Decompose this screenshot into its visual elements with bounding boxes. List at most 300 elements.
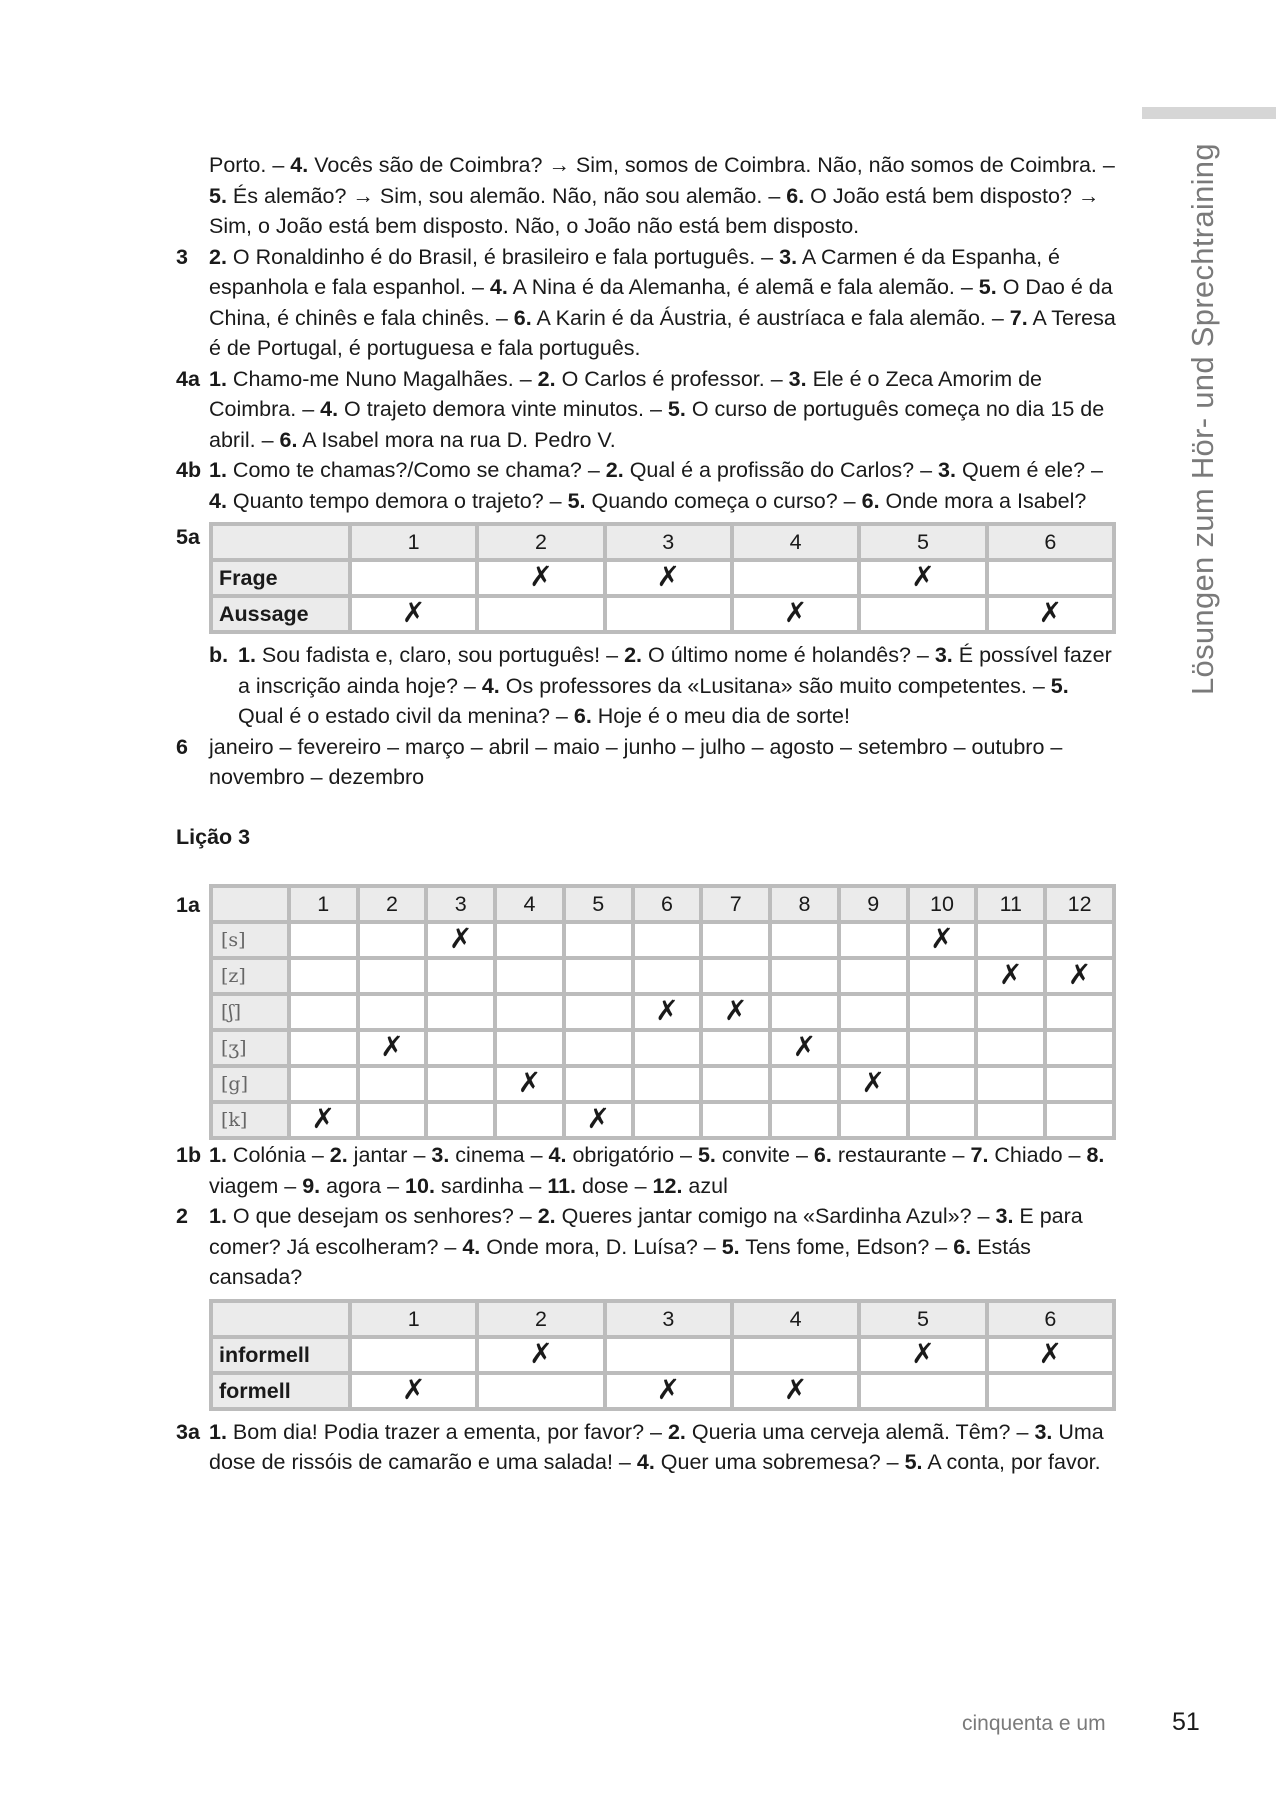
table-cell <box>908 922 977 958</box>
answer-number: 4. <box>209 488 227 513</box>
answer-number: 6. <box>573 704 592 728</box>
answer-item <box>458 674 1027 698</box>
answer-text: A Carmen é da Espanha, é espanhola e fala espanhol. <box>209 244 1061 299</box>
table-cell <box>426 994 495 1030</box>
cross-mark: ✗ <box>1038 1337 1063 1369</box>
answer-text: Queria uma cerveja alemã. Têm? <box>691 1419 1011 1444</box>
answer-text: Queres jantar comigo na «Sardinha Azul»? <box>561 1204 972 1228</box>
cross-mark: ✗ <box>1067 959 1092 990</box>
table-cell <box>426 922 495 958</box>
answer-number: 1. <box>209 1419 227 1444</box>
table-cell <box>564 994 633 1030</box>
answer-text: Bom dia! Podia trazer a ementa, por favor? <box>232 1419 645 1444</box>
table-cell <box>358 1102 427 1138</box>
column-header: 4 <box>732 524 859 560</box>
answer-item <box>466 275 955 299</box>
answer-number: 1. <box>209 458 227 482</box>
answer-text: Chiado <box>994 1143 1063 1167</box>
table-cell <box>976 1102 1045 1138</box>
table-cell <box>605 596 732 632</box>
answer-item <box>381 1174 523 1198</box>
table-cell <box>732 1373 859 1409</box>
answer-text: A Nina é da Alemanha, é alemã e fala alemão. <box>512 275 955 299</box>
table-row <box>211 1030 1114 1066</box>
exercise-number: 6 <box>176 734 188 759</box>
answer-item <box>514 367 765 391</box>
table-cell <box>289 922 358 958</box>
answer-number: 5. <box>904 1450 923 1474</box>
answer-number: 3. <box>1034 1419 1053 1444</box>
answer-text: jantar <box>353 1143 408 1167</box>
table-cell <box>426 1066 495 1102</box>
exercise-2-continuation <box>176 150 1116 242</box>
cross-mark: ✗ <box>724 995 748 1026</box>
exercise-1b <box>176 1140 1116 1201</box>
answer-number: 5. <box>697 1143 716 1167</box>
column-header: 6 <box>987 1301 1114 1337</box>
table-cell <box>987 560 1114 596</box>
exercise-5a-table <box>209 522 1116 634</box>
answer-text: A Isabel mora na rua D. Pedro V. <box>302 427 616 452</box>
table-cell <box>701 1030 770 1066</box>
answer-number: 5. <box>567 488 586 513</box>
table-cell <box>701 958 770 994</box>
column-header: 3 <box>605 1301 732 1337</box>
answer-text: Colónia <box>232 1143 306 1167</box>
answer-number: 1. <box>209 1204 227 1228</box>
table-cell <box>495 1066 564 1102</box>
exercise-4a <box>176 364 1116 456</box>
table-corner-cell <box>211 1301 350 1337</box>
table-cell <box>976 958 1045 994</box>
answer-number: 1. <box>238 643 256 667</box>
exercise-number: 5a <box>176 525 200 549</box>
table-cell <box>976 1066 1045 1102</box>
table-cell <box>701 994 770 1030</box>
column-header: 2 <box>477 1301 604 1337</box>
cross-mark: ✗ <box>380 1031 404 1062</box>
table-cell <box>987 1337 1114 1373</box>
answer-number: 6. <box>279 427 298 452</box>
cross-mark: ✗ <box>401 597 426 628</box>
table-row <box>211 560 1114 596</box>
row-label: [z] <box>211 958 289 994</box>
answer-number: 6. <box>513 305 532 330</box>
answer-text: A Karin é da Áustria, é austríaca e fala alemão. <box>536 305 986 330</box>
answer-item <box>523 1174 628 1198</box>
table-cell <box>1045 994 1114 1030</box>
table-cell <box>770 958 839 994</box>
answer-number: 5. <box>667 397 686 421</box>
table-cell <box>1045 1066 1114 1102</box>
table-cell <box>605 1373 732 1409</box>
table-cell <box>770 994 839 1030</box>
answer-item <box>407 1143 524 1167</box>
exercise-1a <box>176 884 1116 1140</box>
cross-mark: ✗ <box>911 1337 935 1369</box>
exercise-number: 4b <box>176 458 202 482</box>
column-header: 5 <box>564 886 633 922</box>
table-cell <box>976 922 1045 958</box>
answer-number: 5. <box>721 1234 740 1259</box>
column-header: 2 <box>477 524 604 560</box>
table-cell <box>564 958 633 994</box>
answer-text: A Teresa é de Portugal, é portuguesa e fala português. <box>209 305 1116 360</box>
cross-mark: ✗ <box>517 1067 542 1098</box>
exercise-number: 4a <box>176 366 200 391</box>
column-header: 4 <box>495 886 564 922</box>
answer-text: A conta, por favor. <box>927 1450 1101 1474</box>
table-cell <box>477 596 604 632</box>
answer-number: 3. <box>934 643 953 667</box>
answer-item <box>296 397 644 421</box>
table-cell <box>350 560 477 596</box>
section-tab-bar <box>1142 107 1276 119</box>
table-cell <box>495 1102 564 1138</box>
answer-item <box>550 704 850 728</box>
answer-item <box>838 489 1087 513</box>
table-cell <box>987 1373 1114 1409</box>
cross-mark: ✗ <box>529 561 553 592</box>
answer-number: 1. <box>209 1143 227 1167</box>
answer-text: Onde mora, D. Luísa? <box>486 1234 698 1259</box>
table-row <box>211 1066 1114 1102</box>
answer-number: 9. <box>302 1173 321 1198</box>
exercise-6 <box>176 732 1116 793</box>
table-row <box>211 596 1114 632</box>
table-cell <box>633 922 702 958</box>
answer-text: Tens fome, Edson? <box>745 1234 930 1259</box>
table-cell <box>605 1337 732 1373</box>
table-cell <box>564 1030 633 1066</box>
row-label: [g] <box>211 1066 289 1102</box>
table-cell <box>633 994 702 1030</box>
column-header: 9 <box>839 886 908 922</box>
exercise-1a-table <box>209 884 1116 1140</box>
table-cell <box>859 560 986 596</box>
answer-text: Uma dose de rissóis de camarão e uma salada! <box>209 1419 1104 1474</box>
cross-mark: ✗ <box>311 1103 335 1134</box>
side-section-title: Lösungen zum Hör- und Sprechtraining <box>1185 143 1220 695</box>
answer-number: 6. <box>861 488 880 513</box>
column-header: 3 <box>605 524 732 560</box>
table-cell <box>770 922 839 958</box>
months-list: janeiro – fevereiro – março – abril – maio – junho – julho – agosto – setembro – outubro – novembro – dezembro <box>209 734 1063 789</box>
column-header: 8 <box>770 886 839 922</box>
answer-number: 3. <box>788 366 807 391</box>
table-cell <box>633 1030 702 1066</box>
column-header: 5 <box>859 1301 986 1337</box>
answer-text: sardinha <box>440 1173 524 1198</box>
answer-text: convite <box>721 1143 790 1167</box>
table-cell <box>358 958 427 994</box>
table-row <box>211 1373 1114 1409</box>
answer-item <box>256 428 616 452</box>
column-header: 4 <box>732 1301 859 1337</box>
table-cell <box>701 1102 770 1138</box>
table-header-row <box>211 886 1114 922</box>
table-cell <box>350 1373 477 1409</box>
answer-text: Estás cansada? <box>209 1234 1031 1289</box>
answer-item <box>674 1143 790 1167</box>
table-cell <box>633 1102 702 1138</box>
table-cell <box>732 560 859 596</box>
table-cell <box>426 958 495 994</box>
answer-number: 7. <box>1009 305 1028 330</box>
lesson-3-title: Lição 3 <box>176 824 251 849</box>
answer-number: 2. <box>667 1419 686 1444</box>
table-cell <box>732 596 859 632</box>
row-label: Frage <box>211 560 350 596</box>
answer-text: Hoje é o meu dia de sorte! <box>597 704 850 728</box>
table-cell <box>770 1102 839 1138</box>
table-cell <box>1045 1030 1114 1066</box>
table-cell <box>859 1373 986 1409</box>
table-cell <box>908 994 977 1030</box>
answer-item <box>644 1420 1011 1444</box>
answer-text: Quanto tempo demora o trajeto? <box>232 488 544 513</box>
exercise-number: 3a <box>176 1419 200 1444</box>
answer-text: Chamo-me Nuno Magalhães. <box>232 366 514 391</box>
answer-item <box>613 1450 881 1474</box>
table-header-row <box>211 524 1114 560</box>
answer-item <box>438 1235 697 1259</box>
answer-item <box>209 1420 644 1444</box>
cross-mark: ✗ <box>911 561 935 592</box>
answer-number: 5. <box>209 183 227 208</box>
table-cell <box>358 1066 427 1102</box>
table-corner-cell <box>211 524 350 560</box>
table-cell <box>839 922 908 958</box>
cross-mark: ✗ <box>449 923 473 954</box>
table-cell <box>289 1066 358 1102</box>
cross-mark: ✗ <box>656 1373 681 1405</box>
answer-number: 4. <box>320 397 339 421</box>
table-cell <box>358 994 427 1030</box>
exercise-number: 1a <box>176 893 200 917</box>
table-cell <box>358 1030 427 1066</box>
table-cell <box>358 922 427 958</box>
table-cell <box>701 1066 770 1102</box>
answer-text: Porto. <box>209 153 267 177</box>
answer-number: 4. <box>636 1450 655 1474</box>
row-label: informell <box>211 1337 350 1373</box>
cross-mark: ✗ <box>783 597 808 628</box>
answer-number: 2. <box>605 458 624 482</box>
answer-text: Como te chamas?/Como se chama? <box>232 458 582 482</box>
answer-text: obrigatório <box>572 1143 675 1167</box>
answer-item <box>790 1143 947 1167</box>
answer-item <box>525 1143 674 1167</box>
table-cell <box>839 958 908 994</box>
answer-item <box>544 489 838 513</box>
table-cell <box>477 1337 604 1373</box>
answer-text: És alemão? → Sim, sou alemão. Não, não sou alemão. <box>232 183 763 208</box>
answer-number: 3. <box>779 244 798 269</box>
column-header: 10 <box>908 886 977 922</box>
table-cell <box>633 1066 702 1102</box>
column-header: 7 <box>701 886 770 922</box>
page-number: 51 <box>1172 1708 1200 1736</box>
answer-item <box>278 1174 381 1198</box>
cross-mark: ✗ <box>1038 597 1063 628</box>
table-cell <box>564 922 633 958</box>
answer-number: 7. <box>970 1143 989 1167</box>
answer-text: O último nome é holandês? <box>648 643 911 667</box>
table-cell <box>350 1337 477 1373</box>
answer-key-content <box>176 150 1116 1478</box>
exercise-number: 1b <box>176 1143 202 1167</box>
answer-item <box>914 458 1085 482</box>
table-cell <box>564 1066 633 1102</box>
answer-number: 4. <box>489 275 508 299</box>
cross-mark: ✗ <box>792 1031 817 1062</box>
answer-item <box>209 1204 514 1228</box>
answer-number: 1. <box>209 366 227 391</box>
cross-mark: ✗ <box>861 1067 885 1098</box>
answer-text: Os professores da «Lusitana» são muito competentes. <box>505 673 1027 698</box>
answer-text: Sou fadista e, claro, sou português! <box>261 643 601 667</box>
answer-item <box>209 1143 306 1167</box>
exercise-4b <box>176 455 1116 516</box>
answer-item <box>306 1143 408 1167</box>
answer-number: 4. <box>548 1143 567 1167</box>
answer-item <box>266 153 1097 177</box>
table-row <box>211 1337 1114 1373</box>
cross-mark: ✗ <box>586 1103 610 1134</box>
table-cell <box>477 1373 604 1409</box>
page-number-words: cinquenta e um <box>962 1712 1106 1735</box>
column-header: 3 <box>426 886 495 922</box>
cross-mark: ✗ <box>529 1337 553 1369</box>
answer-number: 6. <box>953 1234 972 1259</box>
answer-text: O curso de português começa no dia 15 de abril. <box>209 397 1105 452</box>
answer-text: O Dao é da China, é chinês e fala chinês. <box>209 275 1113 330</box>
row-label: [ʒ] <box>211 1030 289 1066</box>
exercise-2-table <box>209 1299 1116 1411</box>
table-cell <box>908 1066 977 1102</box>
table-cell <box>732 1337 859 1373</box>
answer-number: 2. <box>537 1204 556 1228</box>
answer-number: 2. <box>537 366 556 391</box>
table-header-row <box>211 1301 1114 1337</box>
table-cell <box>1045 958 1114 994</box>
answer-item <box>698 1235 930 1259</box>
exercise-number: b. <box>209 643 229 667</box>
answer-item <box>209 245 755 269</box>
cross-mark: ✗ <box>655 995 679 1026</box>
answer-item <box>514 1204 972 1228</box>
table-cell <box>908 958 977 994</box>
table-corner-cell <box>211 886 289 922</box>
table-cell <box>859 596 986 632</box>
answer-item <box>582 458 914 482</box>
answer-text: Onde mora a Isabel? <box>885 488 1087 513</box>
answer-text: Quer uma sobremesa? <box>660 1450 881 1474</box>
answer-number: 3. <box>995 1204 1014 1228</box>
column-header: 1 <box>350 1301 477 1337</box>
answer-item <box>209 153 266 177</box>
table-cell <box>770 1030 839 1066</box>
table-cell <box>701 922 770 958</box>
table-cell <box>495 958 564 994</box>
table-cell <box>839 1066 908 1102</box>
table-cell <box>289 958 358 994</box>
answer-text: restaurante <box>837 1143 947 1167</box>
table-cell <box>289 1030 358 1066</box>
answer-number: 2. <box>209 244 227 269</box>
answer-item <box>238 643 600 667</box>
table-row <box>211 994 1114 1030</box>
answer-text: azul <box>688 1173 728 1198</box>
table-cell <box>976 994 1045 1030</box>
answer-number: 10. <box>405 1173 435 1198</box>
answer-text: dose <box>582 1173 629 1198</box>
answer-text: Vocês são de Coimbra? → Sim, somos de Coimbra. Não, não somos de Coimbra. <box>314 153 1097 177</box>
answer-number: 8. <box>1086 1143 1105 1167</box>
table-cell <box>495 922 564 958</box>
cross-mark: ✗ <box>999 959 1023 990</box>
answer-text: Ele é o Zeca Amorim de Coimbra. <box>209 366 1042 421</box>
exercise-3 <box>176 242 1116 364</box>
answer-text: Qual é a profissão do Carlos? <box>629 458 915 482</box>
exercise-5b <box>176 640 1116 732</box>
answer-number: 4. <box>481 673 500 698</box>
answer-text: O trajeto demora vinte minutos. <box>344 397 644 421</box>
cross-mark: ✗ <box>656 561 681 592</box>
table-cell <box>987 596 1114 632</box>
exercise-3a <box>176 1417 1116 1478</box>
column-header: 1 <box>350 524 477 560</box>
answer-text: Quando começa o curso? <box>591 488 838 513</box>
table-cell <box>839 1030 908 1066</box>
table-cell <box>839 994 908 1030</box>
answer-number: 11. <box>547 1173 577 1198</box>
answer-text: É possível fazer a inscrição ainda hoje? <box>238 643 1112 698</box>
cross-mark: ✗ <box>930 923 954 954</box>
answer-text: Quem é ele? <box>961 458 1086 482</box>
answer-item <box>881 1450 1101 1474</box>
table-row <box>211 922 1114 958</box>
column-header: 12 <box>1045 886 1114 922</box>
answer-item <box>629 1174 728 1198</box>
table-cell <box>426 1102 495 1138</box>
cross-mark: ✗ <box>401 1373 426 1405</box>
table-cell <box>495 994 564 1030</box>
row-label: Aussage <box>211 596 350 632</box>
answer-text: O Ronaldinho é do Brasil, é brasileiro e fala português. <box>232 244 756 269</box>
answer-number: 12. <box>652 1173 683 1198</box>
answer-number: 5. <box>1050 673 1069 698</box>
answer-item <box>947 1143 1063 1167</box>
table-cell <box>839 1102 908 1138</box>
exercise-number: 3 <box>176 244 188 269</box>
answer-item <box>209 458 582 482</box>
table-cell <box>289 1102 358 1138</box>
row-label: [s] <box>211 922 289 958</box>
answer-text: agora <box>326 1173 382 1198</box>
table-cell <box>633 958 702 994</box>
answer-text: viagem <box>209 1173 279 1198</box>
answer-number: 6. <box>786 183 805 208</box>
row-label: [ʃ] <box>211 994 289 1030</box>
answer-item <box>490 306 986 330</box>
answer-number: 3. <box>938 458 956 482</box>
answer-text: O que desejam os senhores? <box>232 1204 514 1228</box>
answer-number: 5. <box>978 275 997 299</box>
table-cell <box>350 596 477 632</box>
table-cell <box>289 994 358 1030</box>
